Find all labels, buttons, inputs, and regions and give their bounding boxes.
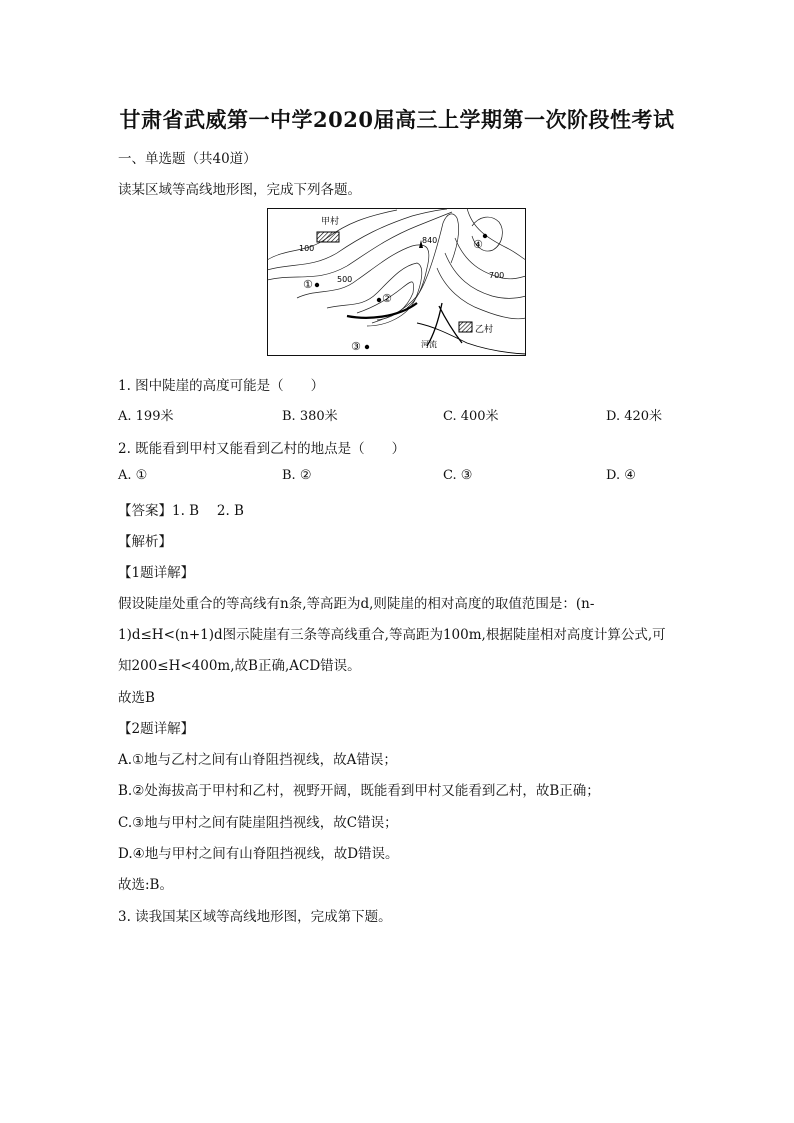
contour-map [267,208,526,356]
q2-option-c: C. ③ [443,468,473,483]
label-village-jia: 甲村 [321,217,340,227]
point-1-dot [315,283,319,287]
q2-option-b: B. ② [282,468,312,483]
q1-option-c: C. 400米 [443,409,499,424]
answer-line: 【答案】1. B 2. B [118,503,244,519]
q2-option-a: A. ① [118,468,148,483]
detail-2-conclusion: 故选:B。 [118,877,173,893]
q1-option-d: D. 420米 [606,409,663,424]
question-2-stem: 2. 既能看到甲村又能看到乙村的地点是（ ） [118,441,406,457]
label-point-1: ① [303,278,313,291]
point-2-dot [377,298,381,302]
detail-2-option-c: C.③地与甲村之间有陡崖阻挡视线，故C错误； [118,815,398,831]
analysis-heading: 【解析】 [118,534,172,550]
q1-option-b: B. 380米 [282,409,338,424]
point-3-dot [365,345,369,349]
point-4-dot [483,234,487,238]
page-title: 甘肃省武威第一中学2020届高三上学期第一次阶段性考试 [119,107,675,132]
question-3-stem: 3. 读我国某区域等高线地形图，完成第下题。 [118,909,392,925]
village-yi-marker [459,322,472,332]
q2-option-d: D. ④ [606,468,636,483]
label-village-yi: 乙村 [475,325,494,335]
detail-1-text-3: 知200≤H<400m,故B正确,ACD错误。 [118,658,361,674]
label-point-3: ③ [351,340,361,353]
label-contour-700: 700 [489,271,505,280]
label-point-4: ④ [473,238,483,251]
question-1-stem: 1. 图中陡崖的高度可能是（ ） [118,378,325,394]
label-point-2: ② [382,292,392,305]
label-contour-500: 500 [337,275,353,284]
village-jia-marker [317,232,339,242]
label-river: 河流 [421,340,437,349]
detail-1-heading: 【1题详解】 [118,565,195,581]
detail-1-text-1: 假设陡崖处重合的等高线有n条,等高距为d,则陡崖的相对高度的取值范围是：(n- [118,596,595,612]
label-peak-840: 840 [422,236,438,245]
detail-2-option-a: A.①地与乙村之间有山脊阻挡视线，故A错误； [118,752,397,768]
detail-1-text-2: 1)d≤H<(n+1)d图示陡崖有三条等高线重合,等高距为100m,根据陡崖相对高度计算公式,可 [118,627,666,643]
detail-2-option-d: D.④地与甲村之间有山脊阻挡视线，故D错误。 [118,846,399,862]
detail-2-heading: 【2题详解】 [118,721,195,737]
q1-option-a: A. 199米 [118,409,174,424]
label-contour-100: 100 [299,244,315,253]
question-intro: 读某区域等高线地形图，完成下列各题。 [118,182,361,198]
detail-1-conclusion: 故选B [118,690,155,706]
section-heading: 一、单选题（共40道） [118,151,257,167]
detail-2-option-b: B.②处海拔高于甲村和乙村，视野开阔，既能看到甲村又能看到乙村，故B正确； [118,783,600,799]
